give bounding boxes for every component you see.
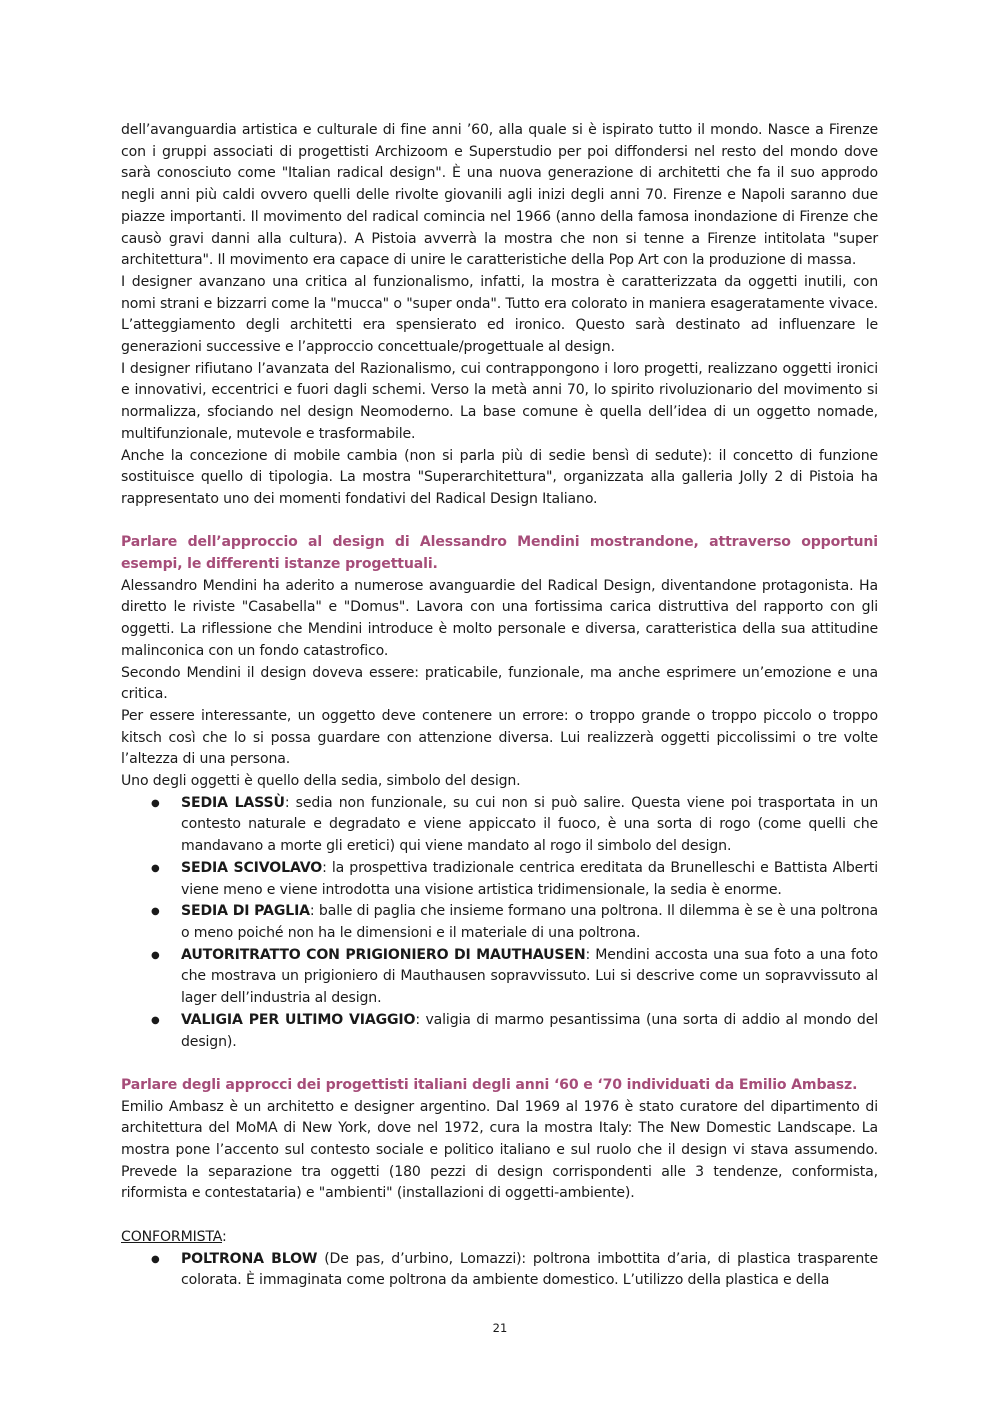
item-text: : valigia di marmo pesantissima (una sorta di addio al mondo del design). xyxy=(181,1011,879,1050)
spacer xyxy=(121,1205,878,1227)
list-item xyxy=(121,901,878,944)
item-text: : Mendini accosta una sua foto a una foto che mostrava un prigioniero di Mauthausen sopravvissuto. Lui si descrive come un sopravvissuto al lager dell’industria al design. xyxy=(181,946,878,1007)
mendini-paragraph-3: Per essere interessante, un oggetto deve contenere un errore: o troppo grande o troppo piccolo o troppo kitsch così che lo si possa guardare con attenzione diversa. Lui realizzerà oggetti piccolissimi o tre volte l’altezza di una persona. xyxy=(121,707,878,768)
mendini-paragraph-1: Alessandro Mendini ha aderito a numerose avanguardie del Radical Design, diventandone protagonista. Ha diretto le riviste "Casabella" e "Domus". Lavora con una fortissima carica distruttiva del rapporto con gli oggetti. La riflessione che Mendini introduce è molto personale e diversa, caratteristica della sua attitudine malinconica con un fondo catastrofico. xyxy=(121,577,878,659)
intro-paragraph-4: Anche la concezione di mobile cambia (non si parla più di sedie bensì di sedute): il concetto di funzione sostituisce quello di tipologia. La mostra "Superarchitettura", organizzata alla galleria Jolly 2 di Pistoia ha rappresentato uno dei momenti fondativi del Radical Design Italiano. xyxy=(121,447,878,507)
mendini-works-list xyxy=(121,793,878,1053)
list-item xyxy=(121,945,878,1010)
item-term: VALIGIA PER ULTIMO VIAGGIO xyxy=(181,1011,416,1028)
section-heading-ambasz: Parlare degli approcci dei progettisti italiani degli anni ‘60 e ‘70 individuati da Emilio Ambasz. xyxy=(121,1076,858,1093)
page-number: 21 xyxy=(492,1321,508,1335)
item-text: : balle di paglia che insieme formano una poltrona. Il dilemma è se è una poltrona o meno poiché non ha le dimensioni e il materiale di una poltrona. xyxy=(181,903,878,941)
intro-paragraph-2: I designer avanzano una critica al funzionalismo, infatti, la mostra è caratterizzata da oggetti inutili, con nomi strani e bizzarri come la "mucca" o "super onda". Tutto era colorato in maniera esageratamente vivace. L’atteggiamento degli architetti era spensierato ed ironico. Questo sarà destinato ad influenzare le generazioni successive e l’approccio concettuale/progettuale al design. xyxy=(121,273,878,356)
subsection-label-text: CONFORMISTA xyxy=(121,1228,222,1245)
spacer xyxy=(121,1053,878,1075)
spacer xyxy=(121,511,878,533)
page-content xyxy=(121,120,878,1292)
intro-paragraph-1: dell’avanguardia artistica e culturale di fine anni ’60, alla quale si è ispirato tutto il mondo. Nasce a Firenze con i gruppi associati di progettisti Archizoom e Superstudio per poi diffondersi nel resto del mondo dove sarà conosciuto come "Italian radical design". È una nuova generazione di architetti che fa il suo approdo negli anni più caldi ovvero quelli delle rivolte giovanili agli inizi degli anni 70. Firenze e Napoli saranno due piazze importanti. Il movimento del radical comincia nel 1966 (anno della famosa inondazione di Firenze che causò gravi danni alla cultura). A Pistoia avverrà la mostra che non si tenne a Firenze intitolata "super architettura". Il movimento era capace di unire le caratteristiche della Pop Art con la produzione di massa. xyxy=(121,122,878,269)
item-term: POLTRONA BLOW xyxy=(181,1250,318,1267)
conformista-list xyxy=(121,1249,878,1292)
subsection-label xyxy=(121,1227,878,1249)
list-item xyxy=(121,1249,878,1292)
intro-paragraph-3: I designer rifiutano l’avanzata del Razionalismo, cui contrappongono i loro progetti, realizzano oggetti ironici e innovativi, eccentrici e fuori dagli schemi. Verso la metà anni 70, lo spirito rivoluzionario del movimento si normalizza, sfociando nel design Neomoderno. La base comune è quella dell’idea di un oggetto nomade, multifunzionale, mutevole e trasformabile. xyxy=(121,360,878,442)
item-text: (De pas, d’urbino, Lomazzi): poltrona imbottita d’aria, di plastica trasparente colorata. È immaginata come poltrona da ambiente domestico. L’utilizzo della plastica e della xyxy=(181,1250,879,1289)
item-term: SEDIA LASSÙ xyxy=(181,794,285,811)
mendini-paragraph-2: Secondo Mendini il design doveva essere: praticabile, funzionale, ma anche esprimere un’emozione e una critica. xyxy=(121,664,878,703)
item-text: : la prospettiva tradizionale centrica ereditata da Brunelleschi e Battista Alberti viene meno e viene introdotta una visione artistica tridimensionale, la sedia è enorme. xyxy=(181,859,878,898)
item-term: SEDIA DI PAGLIA xyxy=(181,903,310,920)
list-item xyxy=(121,858,878,901)
item-text: : sedia non funzionale, su cui non si può salire. Questa viene poi trasportata in un contesto naturale e degradato e viene appiccato il fuoco, è una sorta di rogo (come quelli che mandavano a morte gli eretici) qui viene mandato al rogo il simbolo del design. xyxy=(181,794,879,855)
item-term: SEDIA SCIVOLAVO xyxy=(181,859,323,876)
section-heading-mendini: Parlare dell’approccio al design di Alessandro Mendini mostrandone, attraverso opportuni esempi, le differenti istanze progettuali. xyxy=(121,534,878,573)
item-term: AUTORITRATTO CON PRIGIONIERO DI MAUTHAUSEN xyxy=(181,946,586,963)
list-item xyxy=(121,1010,878,1053)
subsection-label-suffix: : xyxy=(222,1228,227,1245)
mendini-paragraph-4: Uno degli oggetti è quello della sedia, simbolo del design. xyxy=(121,773,521,790)
list-item xyxy=(121,793,878,858)
ambasz-paragraph: Emilio Ambasz è un architetto e designer argentino. Dal 1969 al 1976 è stato curatore del dipartimento di architettura del MoMA di New York, dove nel 1972, cura la mostra Italy: The New Domestic Landscape. La mostra pone l’accento sul contesto sociale e politico italiano e sul ruolo che il design vi stava assumendo. Prevede la separazione tra oggetti (180 pezzi di design corrispondenti alle 3 tendenze, conformista, riformista e contestataria) e "ambienti" (installazioni di oggetti-ambiente). xyxy=(121,1098,878,1202)
